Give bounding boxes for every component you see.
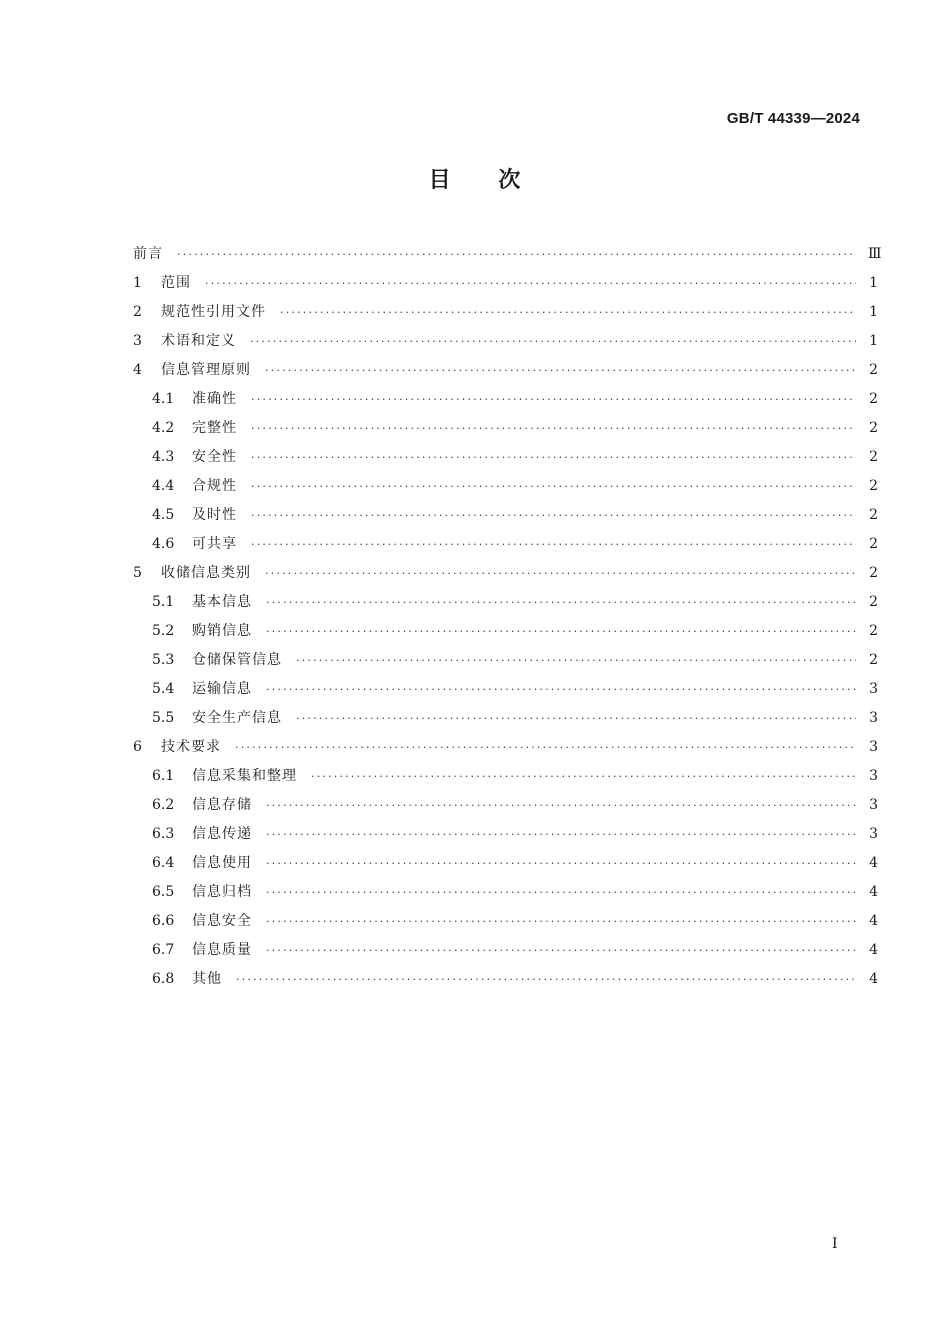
toc-leader-dots	[266, 878, 856, 907]
toc-entry-page: 4	[869, 855, 878, 871]
toc-entry-page: 2	[869, 362, 878, 378]
toc-entry[interactable]	[133, 878, 878, 907]
toc-entry-number: 6.1	[152, 768, 175, 784]
toc-entry-number: 1	[133, 275, 142, 291]
toc-entry[interactable]	[133, 675, 878, 704]
toc-entry-page: 2	[869, 594, 878, 610]
toc-entry-number: 4.4	[152, 478, 175, 494]
toc-entry[interactable]	[133, 820, 878, 849]
toc-entry-title: 及时性	[192, 507, 237, 523]
toc-leader-dots	[177, 240, 856, 269]
toc-entry-title: 术语和定义	[161, 333, 236, 349]
toc-leader-dots	[251, 443, 856, 472]
toc-entry-title: 信息管理原则	[161, 362, 251, 378]
toc-entry-page: 1	[869, 275, 878, 291]
toc-leader-dots	[311, 762, 856, 791]
toc-entry[interactable]	[133, 849, 878, 878]
toc-entry-page: 2	[869, 449, 878, 465]
standard-number: GB/T 44339—2024	[726, 110, 860, 127]
toc-entry-number: 4.2	[152, 420, 175, 436]
toc-entry-page: 3	[869, 768, 878, 784]
toc-entry-title: 技术要求	[161, 739, 221, 755]
toc-entry[interactable]	[133, 530, 878, 559]
toc-entry-number: 4.6	[152, 536, 175, 552]
toc-entry-title: 安全性	[192, 449, 237, 465]
toc-entry-page: 2	[869, 652, 878, 668]
toc-entry-number: 5.1	[152, 594, 175, 610]
toc-entry[interactable]	[133, 559, 878, 588]
toc-entry-page: 2	[869, 623, 878, 639]
toc-leader-dots	[265, 559, 856, 588]
toc-entry-page: 4	[869, 913, 878, 929]
toc-leader-dots	[296, 646, 856, 675]
toc-entry-number: 5.2	[152, 623, 175, 639]
toc-entry[interactable]	[133, 907, 878, 936]
toc-entry[interactable]	[133, 269, 878, 298]
toc-entry-page: 3	[869, 681, 878, 697]
toc-entry-number: 6.6	[152, 913, 175, 929]
toc-leader-dots	[251, 530, 856, 559]
toc-entry-title: 信息安全	[192, 913, 252, 929]
toc-entry-page: Ⅲ	[868, 246, 882, 262]
toc-leader-dots	[266, 791, 856, 820]
toc-entry-page: 2	[869, 391, 878, 407]
toc-entry-title: 信息归档	[192, 884, 252, 900]
toc-leader-dots	[266, 675, 856, 704]
toc-entry[interactable]	[133, 443, 878, 472]
toc-entry-number: 5.5	[152, 710, 175, 726]
toc-leader-dots	[266, 907, 856, 936]
toc-entry-title: 准确性	[192, 391, 237, 407]
toc-entry-page: 4	[869, 971, 878, 987]
toc-leader-dots	[266, 820, 856, 849]
toc-entry[interactable]	[133, 240, 882, 269]
toc-entry-page: 2	[869, 478, 878, 494]
toc-entry-page: 3	[869, 739, 878, 755]
toc-entry-number: 6.3	[152, 826, 175, 842]
toc-entry-page: 2	[869, 565, 878, 581]
toc-leader-dots	[265, 356, 856, 385]
toc-leader-dots	[235, 733, 856, 762]
toc-entry[interactable]	[133, 646, 878, 675]
toc-leader-dots	[251, 501, 856, 530]
toc-leader-dots	[266, 617, 856, 646]
toc-leader-dots	[251, 472, 856, 501]
toc-entry-number: 5.3	[152, 652, 175, 668]
toc-leader-dots	[251, 414, 856, 443]
toc-leader-dots	[280, 298, 856, 327]
toc-entry[interactable]	[133, 936, 878, 965]
toc-entry-title: 信息采集和整理	[192, 768, 297, 784]
toc-entry-number: 6.8	[152, 971, 175, 987]
toc-entry-page: 4	[869, 884, 878, 900]
toc-entry-page: 1	[869, 333, 878, 349]
toc-entry[interactable]	[133, 704, 878, 733]
toc-entry[interactable]	[133, 501, 878, 530]
toc-leader-dots	[236, 965, 856, 994]
toc-entry-title: 信息使用	[192, 855, 252, 871]
toc-entry-title: 运输信息	[192, 681, 252, 697]
page-number: Ⅰ	[832, 1236, 838, 1252]
table-of-contents	[133, 240, 882, 994]
toc-entry[interactable]	[133, 733, 878, 762]
toc-entry-title: 收储信息类别	[161, 565, 251, 581]
toc-entry[interactable]	[133, 617, 878, 646]
toc-entry[interactable]	[133, 385, 878, 414]
toc-entry-number: 3	[133, 333, 142, 349]
toc-entry-page: 2	[869, 420, 878, 436]
toc-leader-dots	[266, 588, 856, 617]
toc-entry-title: 仓储保管信息	[192, 652, 282, 668]
toc-entry-page: 3	[869, 797, 878, 813]
toc-entry[interactable]	[133, 298, 878, 327]
toc-entry-number: 2	[133, 304, 142, 320]
toc-entry-title: 信息存储	[192, 797, 252, 813]
toc-entry[interactable]	[133, 791, 878, 820]
toc-entry-page: 4	[869, 942, 878, 958]
toc-entry-number: 6.2	[152, 797, 175, 813]
toc-entry-title: 信息质量	[192, 942, 252, 958]
toc-entry-number: 4.5	[152, 507, 175, 523]
toc-entry-number: 6	[133, 739, 142, 755]
toc-entry-title: 完整性	[192, 420, 237, 436]
toc-entry-number: 6.7	[152, 942, 175, 958]
toc-entry-title: 合规性	[192, 478, 237, 494]
toc-leader-dots	[296, 704, 856, 733]
toc-leader-dots	[250, 327, 856, 356]
toc-entry-page: 2	[869, 507, 878, 523]
toc-leader-dots	[251, 385, 856, 414]
toc-entry[interactable]	[133, 414, 878, 443]
toc-entry-title: 信息传递	[192, 826, 252, 842]
page-title: 目 次	[428, 168, 522, 193]
toc-entry-page: 3	[869, 826, 878, 842]
toc-entry[interactable]	[133, 356, 878, 385]
toc-entry-number: 6.5	[152, 884, 175, 900]
toc-leader-dots	[266, 936, 856, 965]
toc-entry-number: 5.4	[152, 681, 175, 697]
toc-entry-number: 4.1	[152, 391, 175, 407]
toc-entry-number: 5	[133, 565, 142, 581]
toc-entry-title: 可共享	[192, 536, 237, 552]
toc-entry[interactable]	[133, 327, 878, 356]
toc-entry-title: 其他	[192, 971, 222, 987]
toc-entry-title: 规范性引用文件	[161, 304, 266, 320]
toc-entry-title: 购销信息	[192, 623, 252, 639]
toc-entry-title: 前言	[133, 246, 163, 262]
toc-entry[interactable]	[133, 762, 878, 791]
toc-entry-number: 4.3	[152, 449, 175, 465]
toc-leader-dots	[205, 269, 856, 298]
toc-entry[interactable]	[133, 472, 878, 501]
toc-entry-title: 范围	[161, 275, 191, 291]
toc-entry-page: 3	[869, 710, 878, 726]
toc-entry-number: 6.4	[152, 855, 175, 871]
toc-leader-dots	[266, 849, 856, 878]
toc-entry-page: 1	[869, 304, 878, 320]
toc-entry-page: 2	[869, 536, 878, 552]
toc-entry[interactable]	[133, 588, 878, 617]
toc-entry[interactable]	[133, 965, 878, 994]
toc-entry-number: 4	[133, 362, 142, 378]
toc-entry-title: 安全生产信息	[192, 710, 282, 726]
toc-entry-title: 基本信息	[192, 594, 252, 610]
